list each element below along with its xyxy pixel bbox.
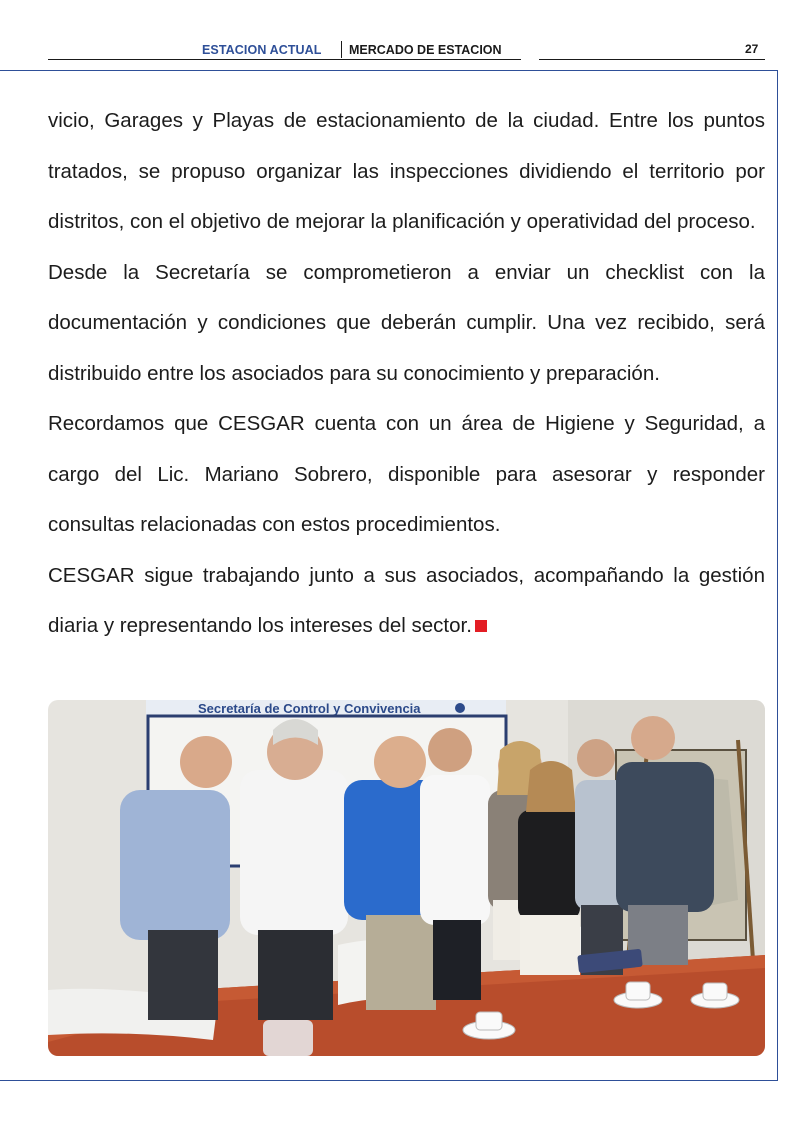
paragraph-2: Desde la Secretaría se comprometieron a enviar un checklist con la documentación y condiciones que deberán cumplir. Una vez recibido, será distribuido entre los asociados para su conocimiento y preparación. <box>48 260 765 385</box>
banner-text: Secretaría de Control y Convivencia <box>198 701 421 716</box>
group-photo <box>48 700 765 1056</box>
subsection-title: MERCADO DE ESTACION <box>349 43 502 57</box>
page-number: 27 <box>745 42 759 56</box>
section-title: ESTACION ACTUAL <box>202 43 322 57</box>
end-of-article-mark <box>475 620 487 632</box>
banner-emblem-icon <box>455 703 465 713</box>
header-separator <box>341 41 342 58</box>
article-body <box>48 96 765 652</box>
paragraph-1: vicio, Garages y Playas de estacionamiento de la ciudad. Entre los puntos tratados, se propuso organizar las inspecciones dividiendo el territorio por distritos, con el objetivo de mejorar la planificación y operatividad del proceso. <box>48 109 765 233</box>
header-rule-left <box>48 59 521 60</box>
paragraph-4 <box>48 551 765 652</box>
paragraph-4-text: CESGAR sigue trabajando junto a sus asociados, acompañando la gestión diaria y representando los intereses del sector. <box>48 563 765 637</box>
group-photo-illustration <box>48 700 765 1056</box>
page-header <box>0 0 805 70</box>
water-jug <box>263 1020 313 1056</box>
header-rule-right <box>539 59 765 60</box>
paragraph-3: Recordamos que CESGAR cuenta con un área de Higiene y Seguridad, a cargo del Lic. Mariano Sobrero, disponible para asesorar y responder consultas relacionadas con estos procedimientos. <box>48 412 765 536</box>
